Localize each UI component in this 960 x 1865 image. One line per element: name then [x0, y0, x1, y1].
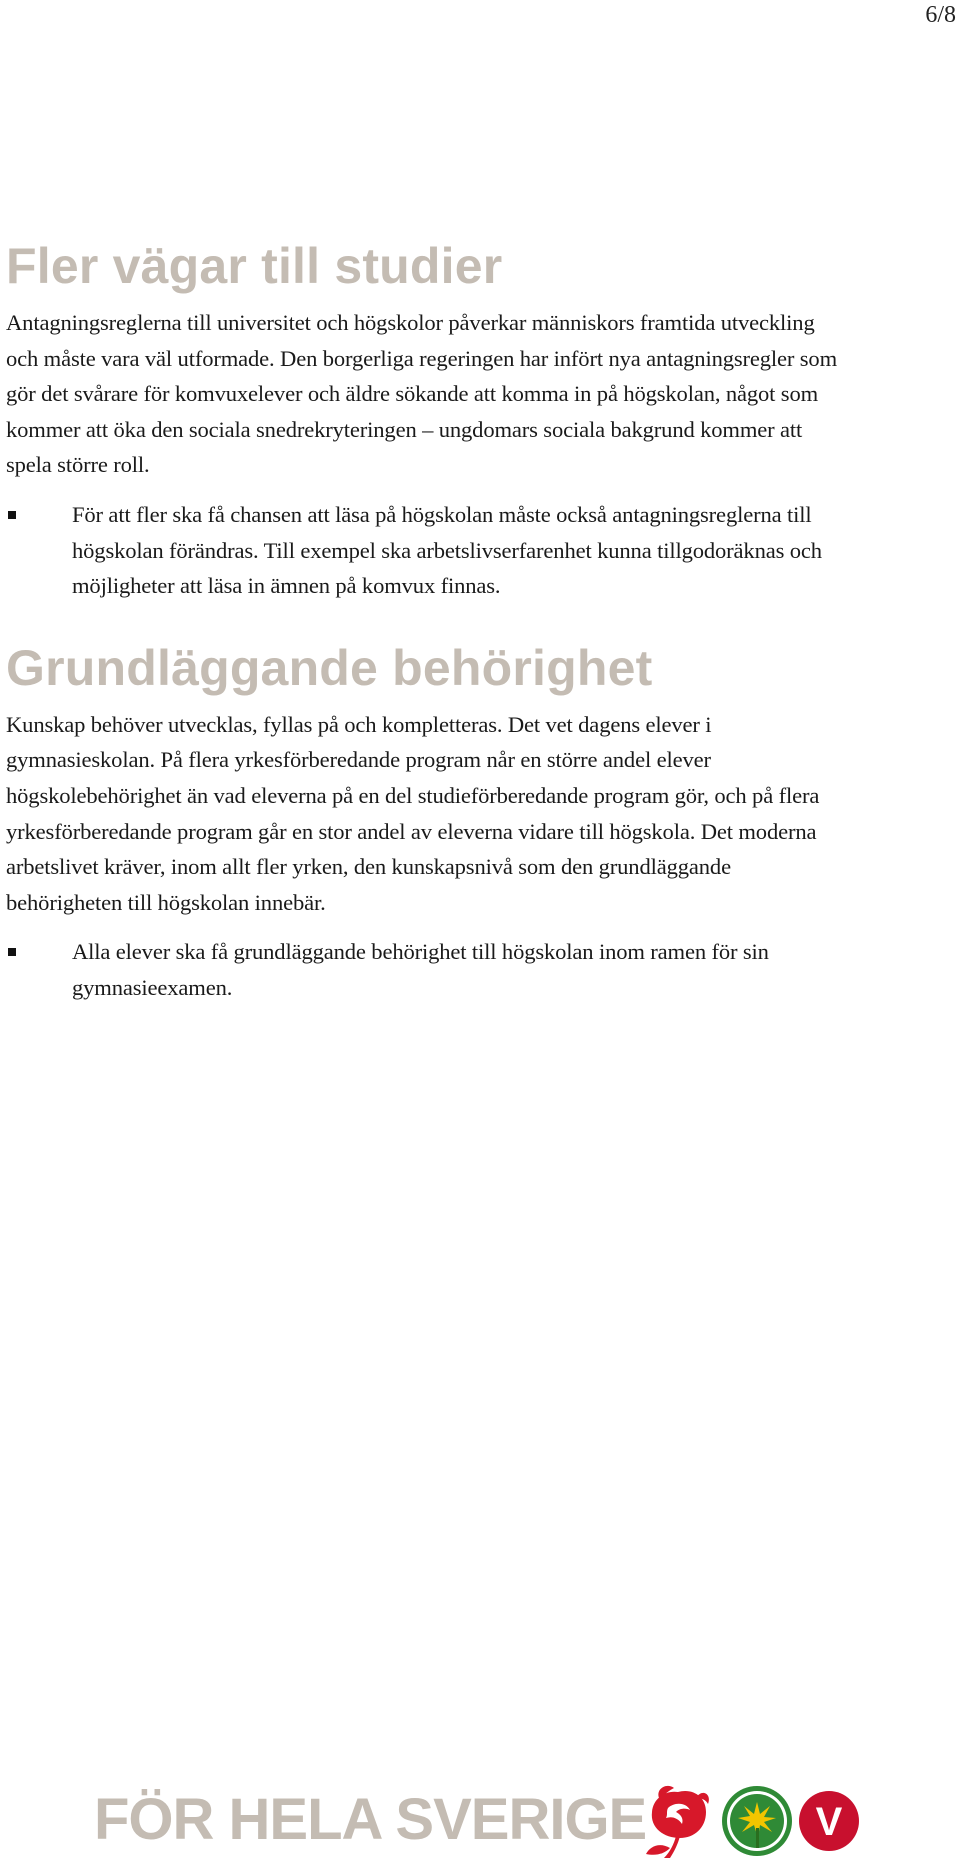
- footer-slogan: FÖR HELA SVERIGE: [94, 1787, 647, 1852]
- rose-leaf: [646, 1845, 670, 1855]
- paragraph-line: behörigheten till högskolan innebär.: [6, 889, 326, 915]
- bullet-line: gymnasieexamen.: [72, 974, 233, 1000]
- paragraph-line: spela större roll.: [6, 452, 150, 478]
- section-heading: Fler vägar till studier: [6, 238, 503, 294]
- paragraph-line: kommer att öka den sociala snedrekryteringen – ungdomars sociala bakgrund kommer att: [6, 416, 803, 442]
- bullet-line: möjligheter att läsa in ämnen på komvux finnas.: [72, 573, 501, 599]
- section-heading: Grundläggande behörighet: [6, 639, 653, 696]
- bullet-item: [6, 934, 938, 1005]
- square-bullet-icon: [8, 511, 16, 519]
- paragraph-line: högskolebehörighet än vad eleverna på en del studieförberedande program gör, och på flera: [6, 782, 820, 808]
- bullet-line: För att fler ska få chansen att läsa på högskolan måste också antagningsreglerna till: [72, 501, 812, 527]
- left-party-letter: V: [815, 1800, 843, 1844]
- rose-shape: [646, 1786, 709, 1858]
- bullet-item: [6, 497, 938, 604]
- bullet-line: Alla elever ska få grundläggande behörighet till högskolan inom ramen för sin: [72, 939, 769, 965]
- paragraph-line: Antagningsreglerna till universitet och högskolor påverkar människors framtida utveckling: [6, 310, 815, 335]
- page-number: 6/8: [925, 2, 956, 28]
- v-letter-icon: [798, 1788, 860, 1854]
- paragraph-line: gymnasieskolan. På flera yrkesförberedande program når en större andel elever: [6, 747, 711, 773]
- footer: [0, 1782, 960, 1862]
- rose-icon: [640, 1782, 716, 1860]
- document-body: [6, 236, 938, 1006]
- paragraph-line: Kunskap behöver utvecklas, fyllas på och kompletteras. Det vet dagens elever i: [6, 711, 712, 737]
- dandelion-stem: [756, 1828, 759, 1848]
- paragraph-line: yrkesförberedande program går en stor andel av eleverna vidare till högskola. Det moderna: [6, 818, 817, 844]
- paragraph-line: arbetslivet kräver, inom allt fler yrken, den kunskapsnivå som den grundläggande: [6, 854, 731, 880]
- section-paragraph: [6, 707, 938, 921]
- section-paragraph: [6, 305, 938, 483]
- paragraph-line: och måste vara väl utformade. Den borgerliga regeringen har infört nya antagningsregler som: [6, 345, 838, 371]
- bullet-line: högskolan förändras. Till exempel ska arbetslivserfarenhet kunna tillgodoräknas och: [72, 537, 822, 563]
- square-bullet-icon: [8, 948, 16, 956]
- paragraph-line: gör det svårare för komvuxelever och äldre sökande att komma in på högskolan, något som: [6, 381, 819, 407]
- dandelion-icon: [720, 1784, 794, 1858]
